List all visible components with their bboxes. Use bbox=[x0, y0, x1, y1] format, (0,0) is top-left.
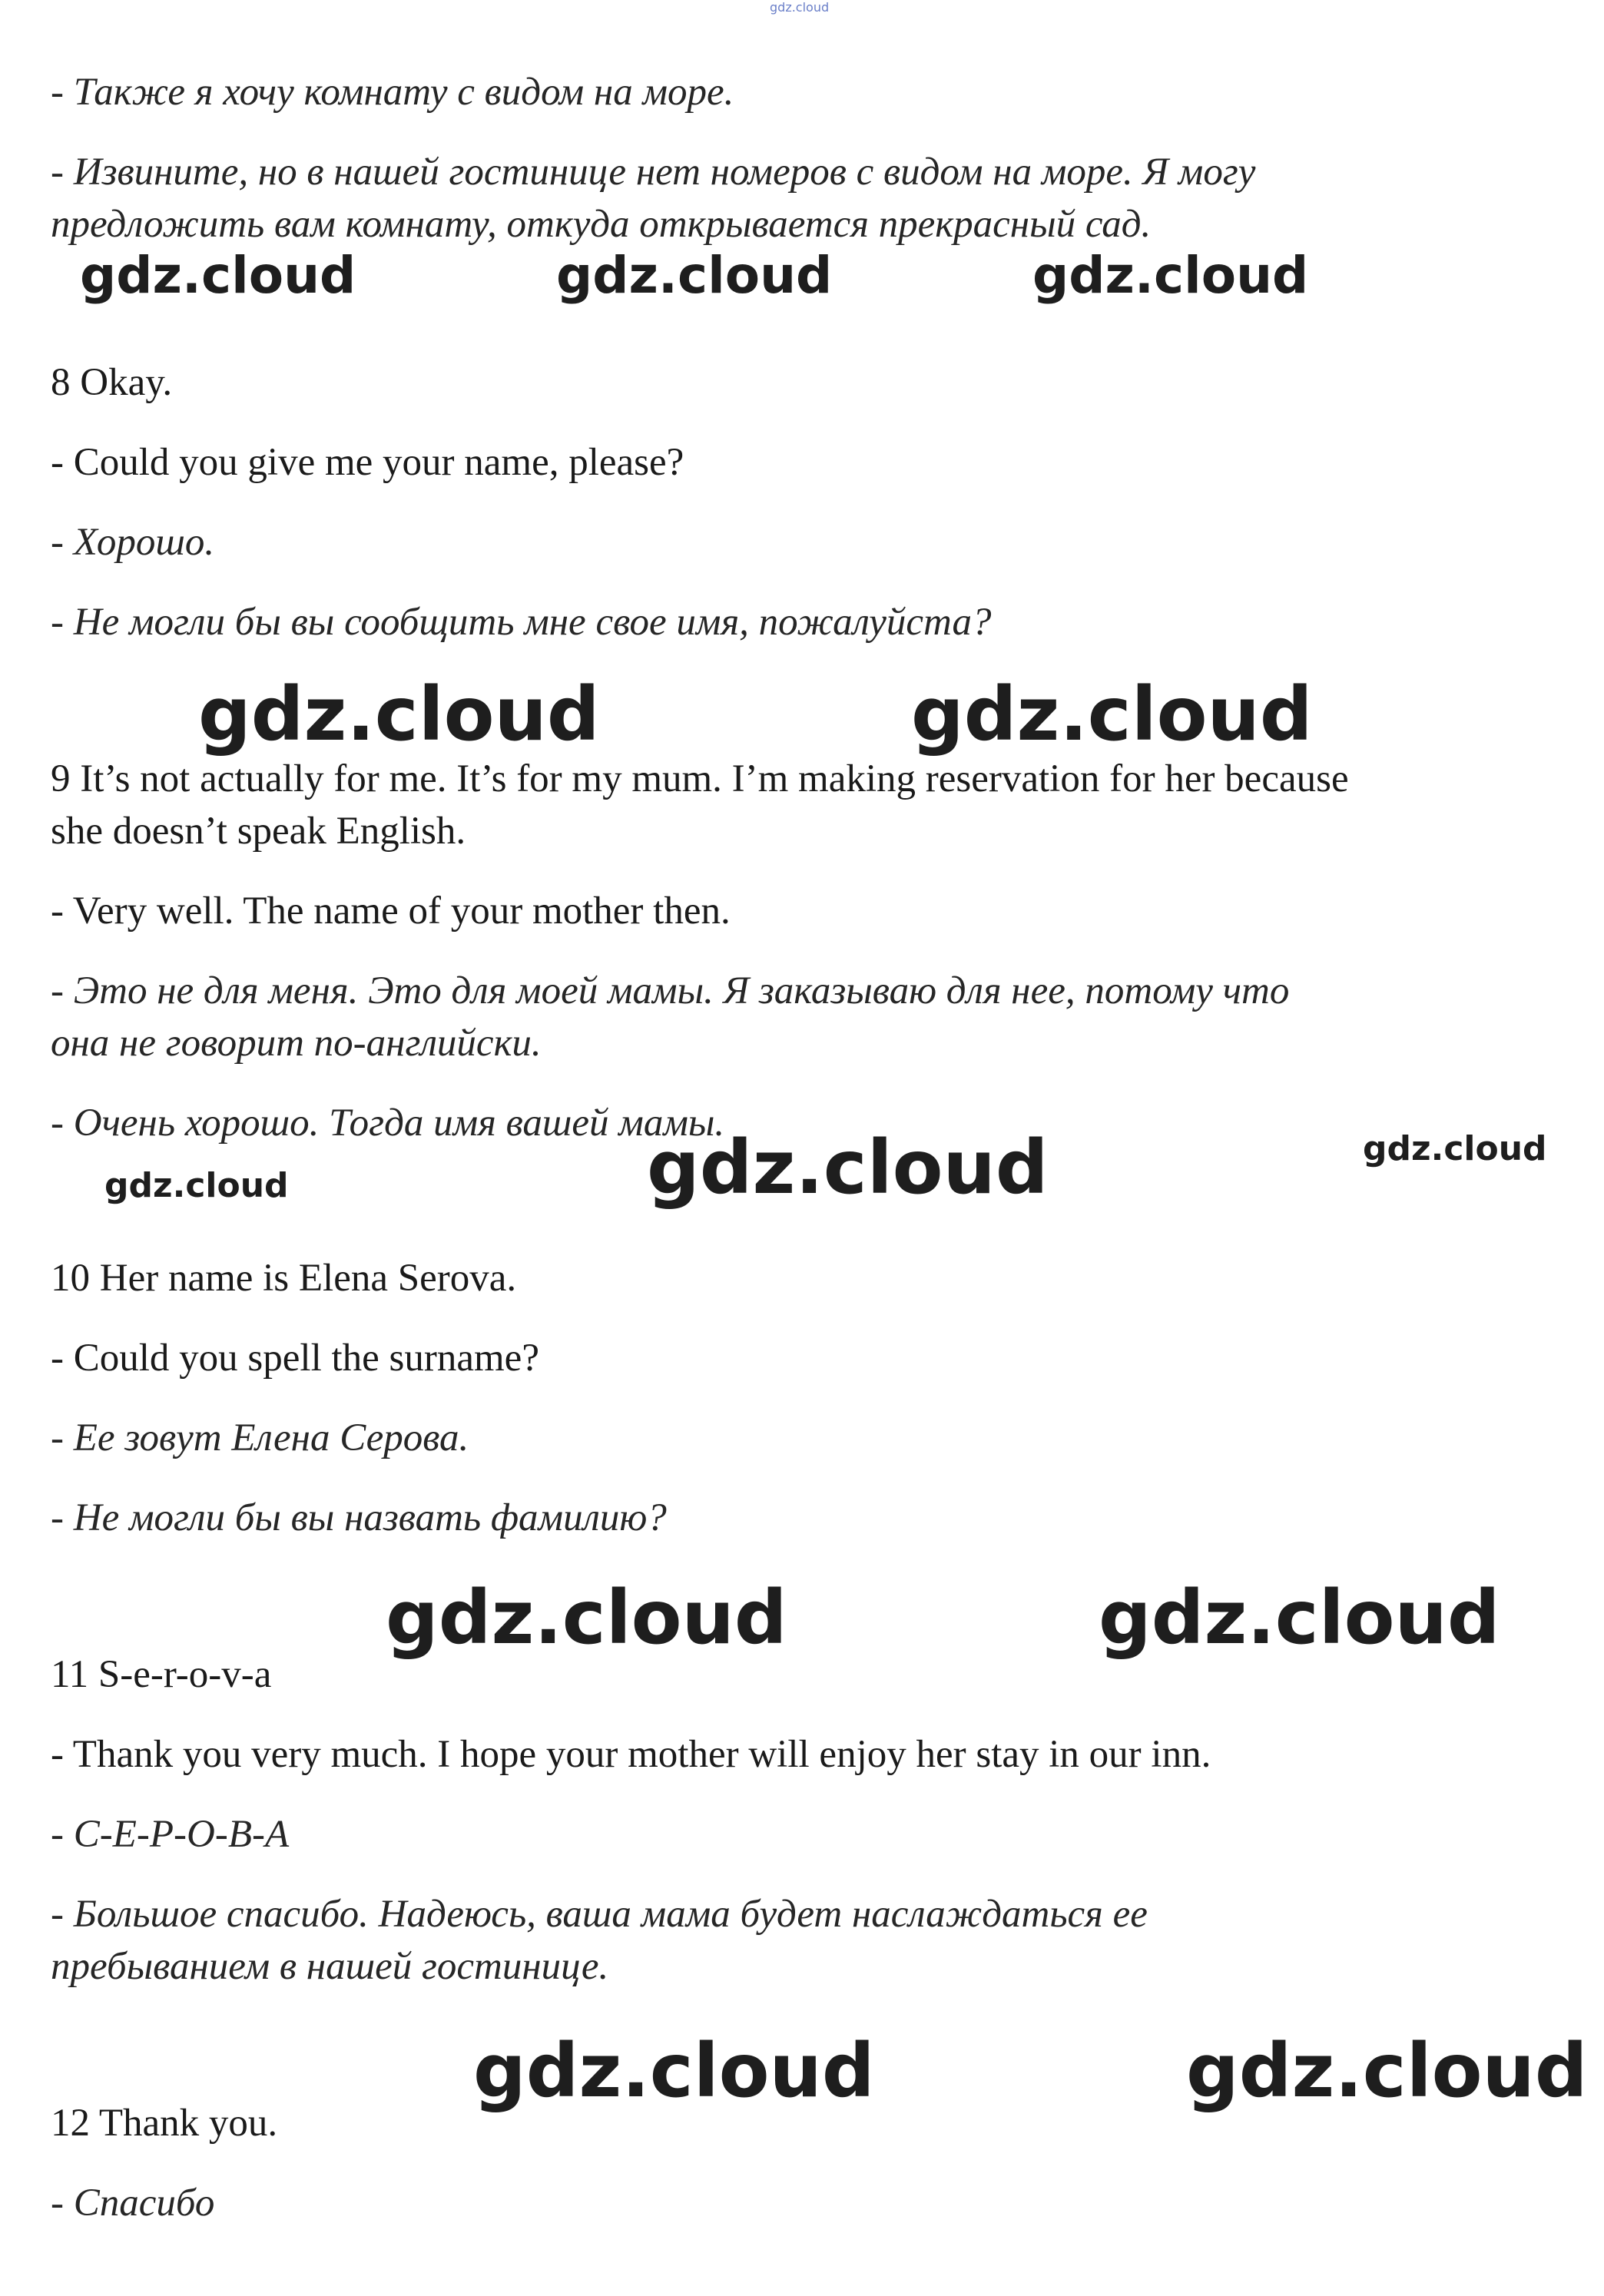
watermark: gdz.cloud bbox=[1032, 246, 1309, 305]
watermark: gdz.cloud bbox=[911, 671, 1313, 757]
watermark: gdz.cloud bbox=[198, 671, 600, 757]
text-line-en: 8 Okay. bbox=[51, 361, 173, 404]
text-line-en: 9 It’s not actually for me. It’s for my mum. I’m making reservation for her because bbox=[51, 757, 1349, 800]
text-line-ru: - Также я хочу комнату с видом на море. bbox=[51, 71, 734, 114]
text-line-en: - Very well. The name of your mother then. bbox=[51, 890, 731, 933]
watermark: gdz.cloud bbox=[1099, 1575, 1500, 1661]
text-line-ru: - Большое спасибо. Надеюсь, ваша мама будет наслаждаться ее bbox=[51, 1893, 1148, 1936]
text-line-ru: - Спасибо bbox=[51, 2182, 215, 2225]
text-line-ru: - Хорошо. bbox=[51, 521, 215, 564]
text-line-en: 10 Her name is Elena Serova. bbox=[51, 1257, 517, 1300]
text-line-ru: - Это не для меня. Это для моей мамы. Я заказываю для нее, потому что bbox=[51, 969, 1290, 1012]
watermark-top: gdz.cloud bbox=[770, 0, 830, 15]
text-line-ru: - Не могли бы вы сообщить мне свое имя, пожалуйста? bbox=[51, 601, 992, 644]
text-line-en: - Could you give me your name, please? bbox=[51, 441, 684, 484]
watermark: gdz.cloud bbox=[386, 1575, 787, 1661]
text-line-en: - Could you spell the surname? bbox=[51, 1337, 539, 1380]
text-line-en: - Thank you very much. I hope your mother will enjoy her stay in our inn. bbox=[51, 1733, 1211, 1776]
text-line-en: 11 S-e-r-o-v-a bbox=[51, 1653, 272, 1696]
text-line-ru: - Ее зовут Елена Серова. bbox=[51, 1416, 469, 1459]
watermark: gdz.cloud bbox=[1363, 1129, 1547, 1168]
text-line-ru: - Не могли бы вы назвать фамилию? bbox=[51, 1496, 667, 1539]
text-line-en: she doesn’t speak English. bbox=[51, 810, 466, 853]
text-line-en: 12 Thank you. bbox=[51, 2102, 278, 2145]
watermark: gdz.cloud bbox=[473, 2028, 875, 2114]
watermark: gdz.cloud bbox=[647, 1125, 1049, 1211]
text-line-ru: - Очень хорошо. Тогда имя вашей мамы. bbox=[51, 1102, 725, 1145]
watermark: gdz.cloud bbox=[104, 1166, 289, 1205]
watermark: gdz.cloud bbox=[80, 246, 356, 305]
watermark: gdz.cloud bbox=[1186, 2028, 1588, 2114]
text-line-ru: предложить вам комнату, откуда открывается прекрасный сад. bbox=[51, 203, 1152, 246]
text-line-ru: пребыванием в нашей гостинице. bbox=[51, 1945, 609, 1988]
text-line-ru: она не говорит по-английски. bbox=[51, 1022, 542, 1065]
text-line-ru: - С-Е-Р-О-В-А bbox=[51, 1813, 290, 1856]
text-line-ru: - Извините, но в нашей гостинице нет номеров с видом на море. Я могу bbox=[51, 151, 1256, 194]
watermark: gdz.cloud bbox=[556, 246, 833, 305]
